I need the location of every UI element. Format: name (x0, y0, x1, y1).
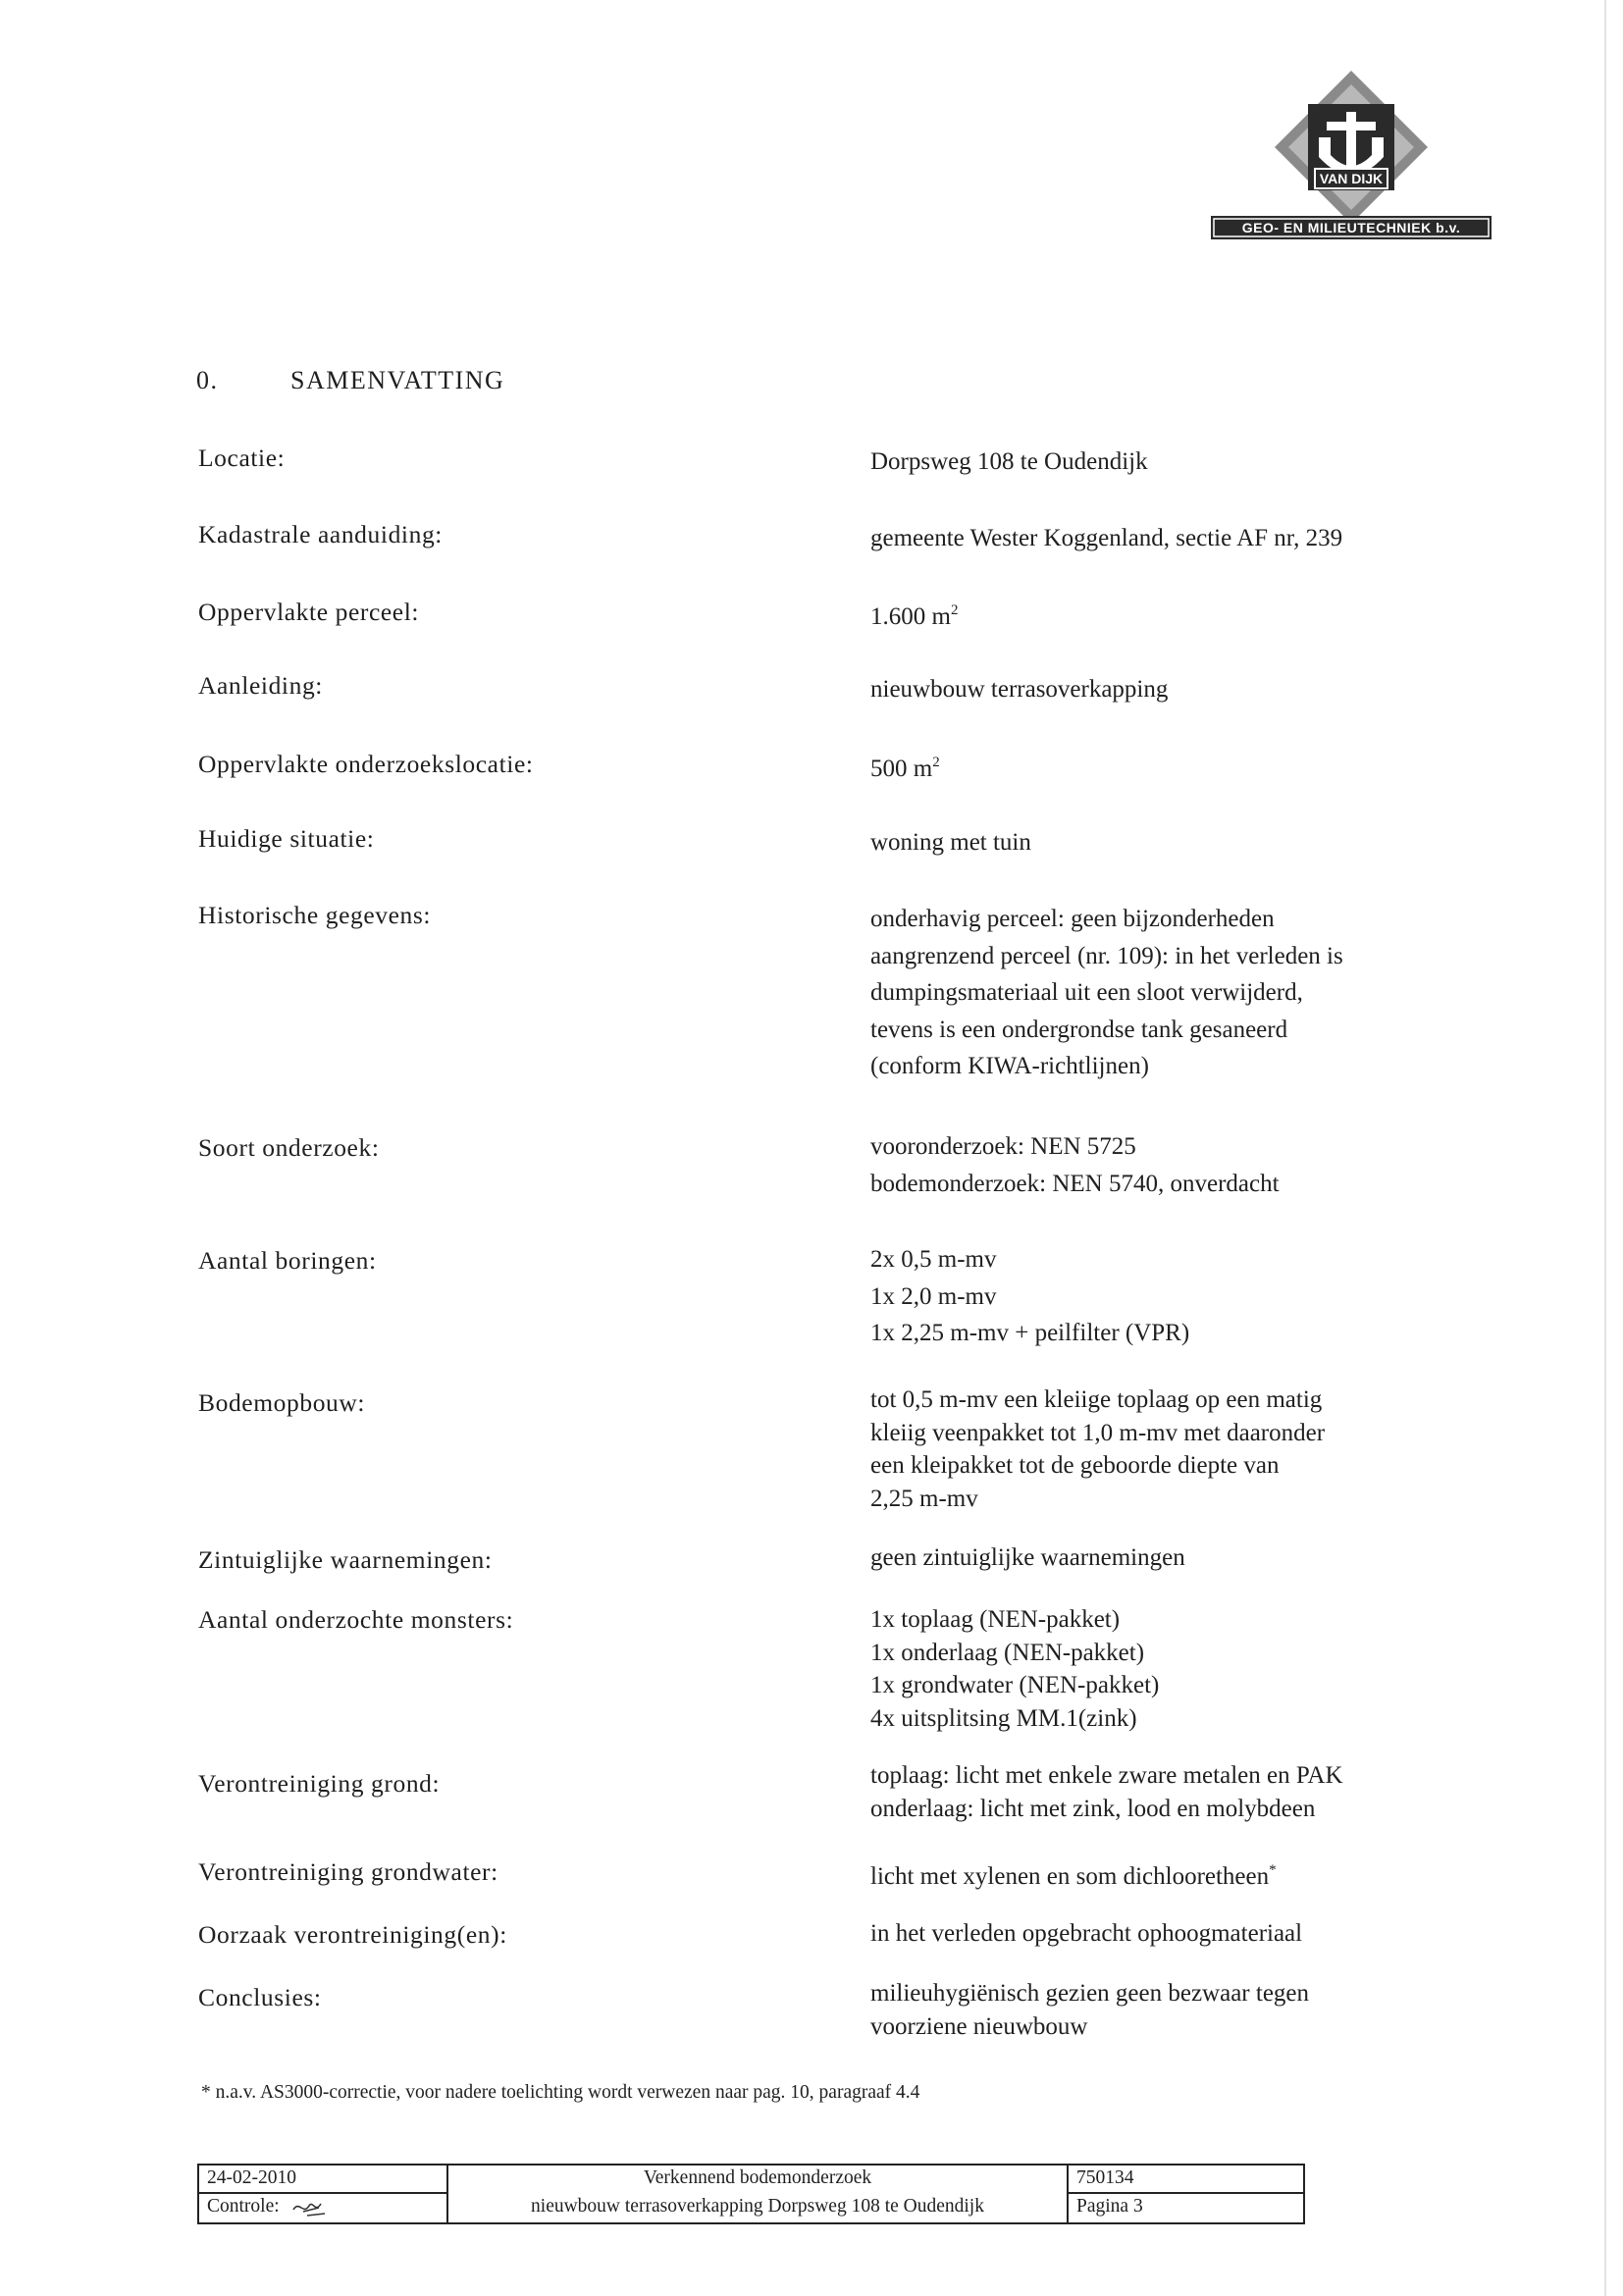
row-value (870, 1759, 1420, 1825)
value-line: 1x onderlaag (NEN-pakket) (870, 1639, 1145, 1666)
section-heading (196, 366, 504, 395)
groundwater-value: licht met xylenen en som dichlooretheen (870, 1863, 1270, 1890)
value-line: toplaag: licht met enkele zware metalen en PAK (870, 1762, 1343, 1789)
value-line: kleiig veenpakket tot 1,0 m-mv met daaronder (870, 1419, 1326, 1446)
footer-page-number: Pagina 3 (1067, 2194, 1303, 2222)
row-label: Conclusies: (198, 1983, 322, 2011)
row-label: Soort onderzoek: (198, 1133, 380, 1162)
footer-title-line2: nieuwbouw terrasoverkapping Dorpsweg 108 te Oudendijk (531, 2196, 984, 2217)
row-label: Aanleiding: (198, 671, 323, 700)
row-label: Aantal onderzochte monsters: (198, 1605, 514, 1634)
value-line: in het verleden opgebracht ophoogmateriaal (870, 1920, 1303, 1947)
logo-subtitle-text: GEO- EN MILIEUTECHNIEK b.v. (1241, 220, 1461, 235)
area-value: 1.600 m (870, 603, 951, 630)
value-line: 2,25 m-mv (870, 1485, 978, 1512)
value-line: 4x uitsplitsing MM.1(zink) (870, 1704, 1137, 1732)
section-title: SAMENVATTING (290, 366, 505, 394)
row-value (870, 1539, 1420, 1577)
logo-brand-text: VAN DIJK (1319, 171, 1384, 186)
row-label: Oppervlakte perceel: (198, 598, 420, 626)
footer-title-line1: Verkennend bodemonderzoek (643, 2167, 872, 2188)
footer-control (199, 2194, 448, 2222)
value-line: Dorpsweg 108 te Oudendijk (870, 448, 1148, 475)
footer-date: 24-02-2010 (199, 2166, 448, 2194)
superscript: 2 (932, 755, 940, 770)
row-label: Oppervlakte onderzoekslocatie: (198, 750, 534, 778)
row-value (870, 1241, 1420, 1352)
row-label: Aantal boringen: (198, 1246, 377, 1275)
row-label: Kadastrale aanduiding: (198, 520, 443, 548)
row-value (870, 1852, 1420, 1896)
value-line: geen zintuiglijke waarnemingen (870, 1544, 1185, 1571)
company-logo (1209, 67, 1493, 243)
value-line: voorziene nieuwbouw (870, 2012, 1088, 2040)
row-value (870, 1603, 1420, 1735)
row-label: Huidige situatie: (198, 824, 375, 853)
value-line: woning met tuin (870, 829, 1031, 856)
row-label: Locatie: (198, 444, 286, 472)
value-line: (conform KIWA-richtlijnen) (870, 1053, 1149, 1079)
value-line: 1x toplaag (NEN-pakket) (870, 1606, 1121, 1633)
footer-project-number: 750134 (1067, 2166, 1303, 2194)
value-line: onderlaag: licht met zink, lood en molybdeen (870, 1795, 1316, 1822)
value-line: tevens is een ondergrondse tank gesaneerd (870, 1016, 1288, 1043)
row-value (870, 1383, 1420, 1515)
row-value (870, 444, 1420, 481)
value-line: nieuwbouw terrasoverkapping (870, 676, 1169, 703)
row-label: Historische gegevens: (198, 901, 432, 929)
row-value (870, 1915, 1420, 1953)
row-label: Bodemopbouw: (198, 1388, 366, 1417)
value-line: 2x 0,5 m-mv (870, 1246, 997, 1273)
value-line: onderhavig perceel: geen bijzonderheden (870, 906, 1275, 932)
row-value (870, 1128, 1420, 1202)
superscript: * (1269, 1862, 1277, 1878)
value-line: dumpingsmateriaal uit een sloot verwijderd, (870, 979, 1303, 1006)
footnote: * n.a.v. AS3000-correctie, voor nadere toelichting wordt verwezen naar pag. 10, paragraaf 4.4 (201, 2082, 920, 2103)
section-number: 0. (196, 366, 219, 394)
row-value (870, 745, 1420, 788)
superscript: 2 (950, 602, 959, 618)
value-line: 1x 2,0 m-mv (870, 1282, 997, 1310)
area-value: 500 m (870, 756, 933, 782)
row-value (870, 824, 1420, 861)
row-value (870, 1977, 1420, 2043)
row-label: Verontreiniging grondwater: (198, 1857, 498, 1886)
footer-table (197, 2164, 1305, 2224)
row-label: Zintuiglijke waarnemingen: (198, 1545, 493, 1574)
scan-edge-line (1604, 0, 1606, 2296)
value-line: milieuhygiënisch gezien geen bezwaar tegen (870, 1980, 1310, 2007)
row-label: Verontreiniging grond: (198, 1769, 441, 1798)
value-line: tot 0,5 m-mv een kleiige toplaag op een matig (870, 1386, 1323, 1413)
value-line: gemeente Wester Koggenland, sectie AF nr, 239 (870, 525, 1343, 551)
row-label: Oorzaak verontreiniging(en): (198, 1920, 507, 1949)
logo-graphic (1209, 67, 1493, 243)
row-value (870, 520, 1420, 557)
value-line: aangrenzend perceel (nr. 109): in het verleden is (870, 942, 1343, 969)
row-value (870, 593, 1420, 636)
value-line: 1x grondwater (NEN-pakket) (870, 1672, 1160, 1698)
row-value (870, 671, 1420, 708)
value-line: 1x 2,25 m-mv + peilfilter (VPR) (870, 1320, 1190, 1346)
value-line: vooronderzoek: NEN 5725 (870, 1133, 1136, 1160)
footer-control-label: Controle: (207, 2196, 280, 2217)
value-line: bodemonderzoek: NEN 5740, onverdacht (870, 1170, 1280, 1197)
signature-mark (289, 2196, 329, 2219)
value-line: een kleipakket tot de geboorde diepte van (870, 1452, 1280, 1479)
row-value (870, 901, 1420, 1085)
